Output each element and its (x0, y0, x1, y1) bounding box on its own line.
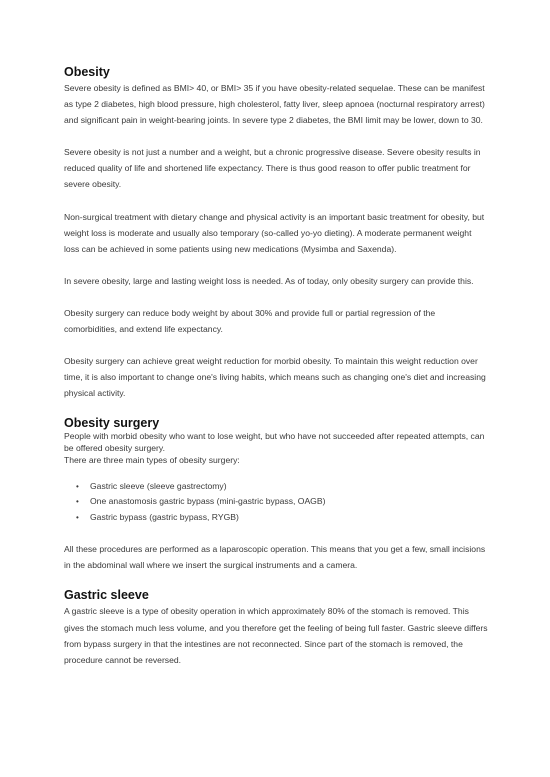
section-heading-gastric-sleeve: Gastric sleeve (64, 588, 149, 603)
list-item-text: Gastric sleeve (sleeve gastrectomy) (90, 480, 227, 491)
list-item (76, 494, 488, 510)
section-heading-obesity: Obesity (64, 65, 110, 79)
section-heading-obesity-surgery: Obesity surgery (64, 416, 160, 431)
bullet-icon: • (76, 497, 79, 507)
paragraph: Severe obesity is not just a number and a weight, but a chronic progressive disease. Severe obesity results in reduced quality of life and shortened life expectancy. There is thus good reason to offer public treatment for severe obesity. (64, 147, 481, 190)
paragraph: There are three main types of obesity surgery: (64, 455, 240, 465)
paragraph: People with morbid obesity who want to lose weight, but who have not succeeded after repeated attempts, can be offered obesity surgery. (64, 431, 485, 454)
paragraph: All these procedures are performed as a laparoscopic operation. This means that you get a few, small incisions in the abdominal wall where we insert the surgical instruments and a camera. (64, 544, 486, 571)
paragraph: Severe obesity is defined as BMI> 40, or BMI> 35 if you have obesity-related sequelae. These can be manifest as type 2 diabetes, high blood pressure, high cholesterol, fatty liver, sleep apnoea (nocturnal respiratory arrest) and significant pain in weight-bearing joints. In severe type 2 diabetes, the BMI limit may be lower, down to 30. (64, 83, 485, 126)
list-item-text: Gastric bypass (gastric bypass, RYGB) (90, 511, 239, 522)
surgery-types-list (64, 479, 488, 526)
list-item-text: One anastomosis gastric bypass (mini-gastric bypass, OAGB) (90, 496, 326, 507)
document-page (64, 64, 488, 668)
bullet-icon: • (76, 512, 79, 522)
paragraph: Obesity surgery can reduce body weight by about 30% and provide full or partial regression of the comorbidities, and extend life expectancy. (64, 307, 436, 335)
paragraph: In severe obesity, large and lasting weight loss is needed. As of today, only obesity surgery can provide this. (64, 275, 474, 286)
paragraph: A gastric sleeve is a type of obesity operation in which approximately 80% of the stomach is removed. This gives the stomach much less volume, and you therefore get the feeling of being full faster. Gastric sleeve differs from bypass surgery in that the intestines are not reconnected. Since part of the stomach is removed, the procedure cannot be reversed. (64, 606, 488, 665)
list-item (76, 479, 488, 495)
paragraph: Obesity surgery can achieve great weight reduction for morbid obesity. To maintain this weight reduction over time, it is also important to change one's living habits, which means such as changing one's diet and increasing physical activity. (64, 356, 486, 399)
list-item (76, 510, 488, 526)
paragraph: Non-surgical treatment with dietary change and physical activity is an important basic treatment for obesity, but weight loss is moderate and usually also temporary (so-called yo-yo dieting). A moderate permanent weight loss can be achieved in some patients using new medications (Mysimba and Saxenda). (64, 211, 485, 254)
bullet-icon: • (76, 481, 79, 491)
